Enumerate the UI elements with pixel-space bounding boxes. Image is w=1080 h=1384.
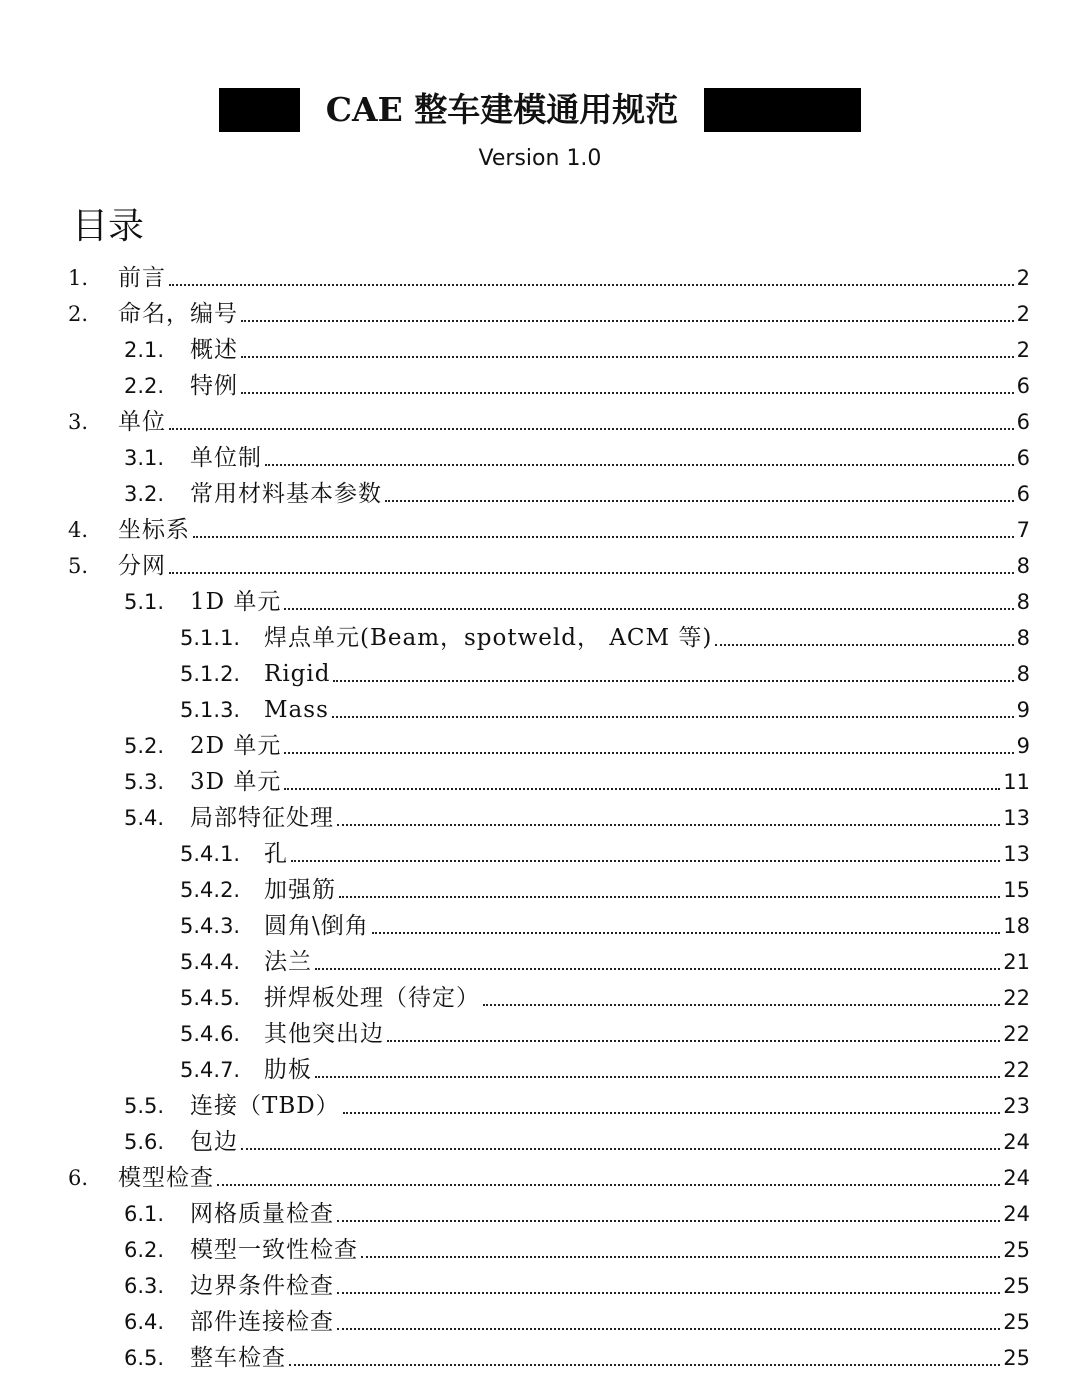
toc-entry-title: 特例 bbox=[190, 373, 238, 399]
toc-entry-page: 22 bbox=[1003, 986, 1030, 1010]
toc-entry-page: 22 bbox=[1003, 1058, 1030, 1082]
toc-entry-number: 5.4.1. bbox=[180, 842, 241, 866]
toc-dot-leader bbox=[284, 787, 1000, 790]
toc-entry-title: 拼焊板处理（待定） bbox=[264, 985, 480, 1011]
toc-entry[interactable] bbox=[180, 692, 1030, 728]
toc-entry[interactable] bbox=[68, 548, 1030, 584]
document-title: CAE 整车建模通用规范 bbox=[325, 90, 679, 129]
toc-entry-title: 整车检查 bbox=[190, 1345, 286, 1371]
toc-dot-leader bbox=[337, 1327, 1000, 1330]
toc-entry[interactable] bbox=[124, 440, 1030, 476]
toc-entry-title: 部件连接检查 bbox=[190, 1309, 334, 1335]
toc-entry-number: 5.4. bbox=[124, 806, 165, 830]
toc-entry-number: 5.5. bbox=[124, 1094, 165, 1118]
toc-entry[interactable] bbox=[180, 908, 1030, 944]
toc-entry-number: 6.4. bbox=[124, 1310, 165, 1334]
toc-dot-leader bbox=[333, 679, 1013, 682]
toc-entry[interactable] bbox=[124, 1232, 1030, 1268]
toc-entry-page: 15 bbox=[1003, 878, 1030, 902]
toc-dot-leader bbox=[337, 1291, 1000, 1294]
toc-entry-title: 模型检查 bbox=[118, 1165, 214, 1191]
toc-dot-leader bbox=[284, 751, 1013, 754]
toc-entry[interactable] bbox=[124, 800, 1030, 836]
toc-dot-leader bbox=[217, 1183, 1000, 1186]
toc-dot-leader bbox=[315, 1075, 1000, 1078]
toc-dot-leader bbox=[337, 823, 1000, 826]
toc-entry-title: 概述 bbox=[190, 337, 238, 363]
toc-entry-number: 5.1.2. bbox=[180, 662, 241, 686]
toc-entry-number: 6.3. bbox=[124, 1274, 165, 1298]
toc-entry-page: 8 bbox=[1016, 590, 1030, 614]
toc-entry-title: 肋板 bbox=[264, 1057, 312, 1083]
toc-entry-page: 24 bbox=[1003, 1130, 1030, 1154]
toc-dot-leader bbox=[241, 391, 1014, 394]
toc-entry-number: 5.4.6. bbox=[180, 1022, 241, 1046]
toc-dot-leader bbox=[284, 607, 1013, 610]
toc-entry-number: 3. bbox=[68, 410, 89, 434]
toc-entry-number: 6.5. bbox=[124, 1346, 165, 1370]
toc-entry[interactable] bbox=[180, 872, 1030, 908]
toc-entry-page: 13 bbox=[1003, 806, 1030, 830]
toc-entry-page: 9 bbox=[1016, 734, 1030, 758]
toc-entry[interactable] bbox=[180, 980, 1030, 1016]
toc-entry-number: 2. bbox=[68, 302, 89, 326]
toc-entry-page: 2 bbox=[1016, 338, 1030, 362]
toc-entry-number: 5.4.2. bbox=[180, 878, 241, 902]
toc-entry-page: 8 bbox=[1016, 626, 1030, 650]
toc-entry-title: 连接（TBD） bbox=[190, 1093, 340, 1119]
toc-entry-number: 5.4.4. bbox=[180, 950, 241, 974]
toc-dot-leader bbox=[387, 1039, 1000, 1042]
toc-entry-title: Rigid bbox=[264, 661, 331, 687]
toc-entry-number: 5.4.7. bbox=[180, 1058, 241, 1082]
toc-entry[interactable] bbox=[124, 1304, 1030, 1340]
toc-entry-title: 包边 bbox=[190, 1129, 238, 1155]
toc-entry-number: 1. bbox=[68, 266, 89, 290]
toc-entry-title: 2D 单元 bbox=[190, 733, 282, 759]
toc-entry-number: 6. bbox=[68, 1166, 89, 1190]
toc-entry-title: 局部特征处理 bbox=[190, 805, 334, 831]
toc-entry-number: 5.1.1. bbox=[180, 626, 241, 650]
toc-entry-page: 18 bbox=[1003, 914, 1030, 938]
toc-entry-number: 4. bbox=[68, 518, 89, 542]
toc-entry-title: 1D 单元 bbox=[190, 589, 282, 615]
toc-entry-number: 3.2. bbox=[124, 482, 165, 506]
toc-entry-page: 2 bbox=[1016, 302, 1030, 326]
toc-entry-title: 法兰 bbox=[264, 949, 312, 975]
toc-dot-leader bbox=[483, 1003, 1000, 1006]
toc-entry-number: 2.2. bbox=[124, 374, 165, 398]
toc-entry[interactable] bbox=[124, 1088, 1030, 1124]
toc-entry-title: 圆角\倒角 bbox=[264, 913, 369, 939]
toc-entry-page: 2 bbox=[1016, 266, 1030, 290]
toc-entry[interactable] bbox=[68, 1160, 1030, 1196]
toc-entry-page: 21 bbox=[1003, 950, 1030, 974]
toc-entry[interactable] bbox=[180, 1016, 1030, 1052]
toc-entry[interactable] bbox=[124, 728, 1030, 764]
toc-entry-title: 网格质量检查 bbox=[190, 1201, 334, 1227]
toc-entry[interactable] bbox=[68, 260, 1030, 296]
toc-entry-page: 25 bbox=[1003, 1346, 1030, 1370]
toc-entry-page: 6 bbox=[1016, 374, 1030, 398]
toc-entry-page: 11 bbox=[1003, 770, 1030, 794]
toc-dot-leader bbox=[169, 283, 1014, 286]
toc-entry-title: 坐标系 bbox=[118, 517, 190, 543]
toc-dot-leader bbox=[193, 535, 1014, 538]
toc-dot-leader bbox=[337, 1219, 1000, 1222]
toc-entry[interactable] bbox=[180, 836, 1030, 872]
toc-entry[interactable] bbox=[124, 764, 1030, 800]
toc-entry[interactable] bbox=[124, 1196, 1030, 1232]
document-version: Version 1.0 bbox=[478, 146, 602, 171]
toc-entry-page: 23 bbox=[1003, 1094, 1030, 1118]
toc-entry-page: 6 bbox=[1016, 482, 1030, 506]
toc-entry[interactable] bbox=[68, 296, 1030, 332]
toc-entry-number: 2.1. bbox=[124, 338, 165, 362]
toc-entry[interactable] bbox=[124, 1124, 1030, 1160]
toc-dot-leader bbox=[715, 643, 1013, 646]
toc-entry-page: 25 bbox=[1003, 1310, 1030, 1334]
toc-entry-number: 5.2. bbox=[124, 734, 165, 758]
toc-dot-leader bbox=[265, 463, 1014, 466]
toc-entry-number: 5.1. bbox=[124, 590, 165, 614]
toc-entry[interactable] bbox=[68, 404, 1030, 440]
toc-dot-leader bbox=[315, 967, 1000, 970]
toc-dot-leader bbox=[169, 427, 1014, 430]
toc-entry-page: 25 bbox=[1003, 1274, 1030, 1298]
toc-entry-title: 3D 单元 bbox=[190, 769, 282, 795]
toc-entry[interactable] bbox=[180, 620, 1030, 656]
toc-dot-leader bbox=[361, 1255, 1000, 1258]
toc-dot-leader bbox=[289, 1363, 1000, 1366]
toc-dot-leader bbox=[291, 859, 1000, 862]
toc-entry-page: 24 bbox=[1003, 1166, 1030, 1190]
toc-entry-title: 焊点单元(Beam，spotweld， ACM 等) bbox=[264, 625, 713, 651]
toc-entry-number: 5.6. bbox=[124, 1130, 165, 1154]
toc-entry[interactable] bbox=[124, 332, 1030, 368]
toc-dot-leader bbox=[241, 319, 1014, 322]
toc-entry-number: 5.4.3. bbox=[180, 914, 241, 938]
toc-entry-title: 孔 bbox=[264, 841, 288, 867]
toc-heading: 目录 bbox=[72, 206, 145, 247]
toc-entry-title: 单位制 bbox=[190, 445, 262, 471]
toc-entry-number: 5. bbox=[68, 554, 89, 578]
toc-entry-title: 边界条件检查 bbox=[190, 1273, 334, 1299]
toc-entry-title: 加强筋 bbox=[264, 877, 336, 903]
toc-dot-leader bbox=[372, 931, 1001, 934]
toc-entry[interactable] bbox=[180, 944, 1030, 980]
toc-entry-title: Mass bbox=[264, 697, 329, 723]
toc-entry-page: 24 bbox=[1003, 1202, 1030, 1226]
toc-entry[interactable] bbox=[124, 1268, 1030, 1304]
toc-entry-page: 6 bbox=[1016, 410, 1030, 434]
toc-entry-page: 8 bbox=[1016, 662, 1030, 686]
toc-entry-page: 25 bbox=[1003, 1238, 1030, 1262]
toc-entry-number: 5.1.3. bbox=[180, 698, 241, 722]
toc-entry[interactable] bbox=[124, 476, 1030, 512]
toc-entry-title: 前言 bbox=[118, 265, 166, 291]
toc-entry-title: 命名，编号 bbox=[118, 301, 238, 327]
toc-dot-leader bbox=[169, 571, 1014, 574]
toc-entry[interactable] bbox=[124, 584, 1030, 620]
toc-entry[interactable] bbox=[124, 1340, 1030, 1376]
toc-entry-number: 5.4.5. bbox=[180, 986, 241, 1010]
toc-entry-title: 常用材料基本参数 bbox=[190, 481, 382, 507]
toc-entry[interactable] bbox=[180, 656, 1030, 692]
toc-entry-number: 5.3. bbox=[124, 770, 165, 794]
toc-dot-leader bbox=[241, 1147, 1000, 1150]
toc-entry-title: 其他突出边 bbox=[264, 1021, 384, 1047]
toc-entry-title: 单位 bbox=[118, 409, 166, 435]
toc-entry-page: 13 bbox=[1003, 842, 1030, 866]
toc-dot-leader bbox=[332, 715, 1014, 718]
toc-entry-page: 8 bbox=[1016, 554, 1030, 578]
toc-dot-leader bbox=[343, 1111, 1001, 1114]
toc-entry-number: 3.1. bbox=[124, 446, 165, 470]
toc-entry-page: 6 bbox=[1016, 446, 1030, 470]
toc-entry-title: 模型一致性检查 bbox=[190, 1237, 358, 1263]
toc-dot-leader bbox=[241, 355, 1014, 358]
toc-dot-leader bbox=[385, 499, 1014, 502]
toc-entry-page: 9 bbox=[1016, 698, 1030, 722]
toc-entry[interactable] bbox=[180, 1052, 1030, 1088]
toc-entry[interactable] bbox=[124, 368, 1030, 404]
toc-entry-page: 7 bbox=[1016, 518, 1030, 542]
toc-entry-page: 22 bbox=[1003, 1022, 1030, 1046]
toc-dot-leader bbox=[339, 895, 1000, 898]
toc-entry-number: 6.1. bbox=[124, 1202, 165, 1226]
toc-entry[interactable] bbox=[68, 512, 1030, 548]
toc-entry-title: 分网 bbox=[118, 553, 166, 579]
toc-entry-number: 6.2. bbox=[124, 1238, 165, 1262]
